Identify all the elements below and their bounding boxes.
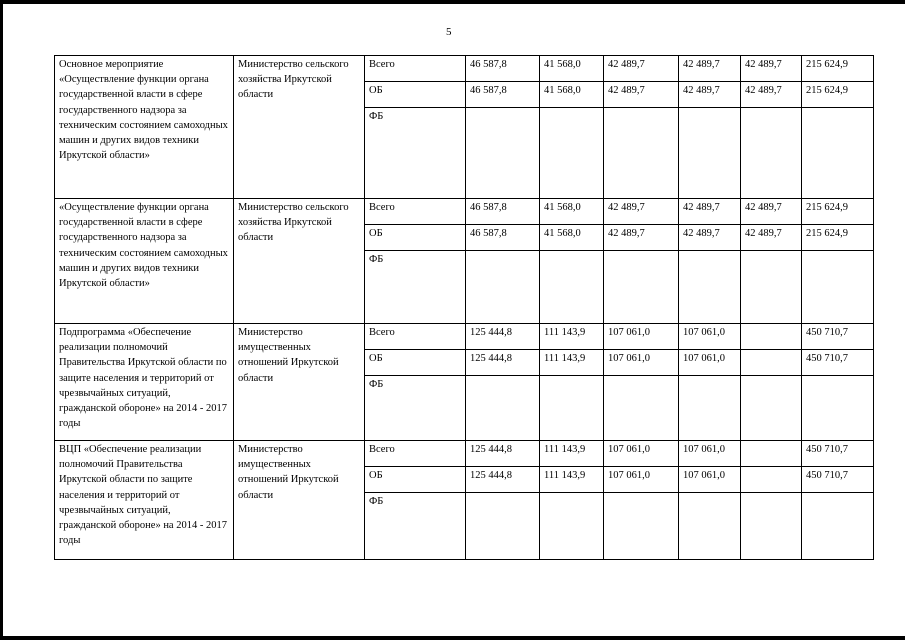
value-cell (604, 493, 679, 560)
value-cell (679, 251, 741, 324)
scan-border-top (0, 0, 905, 4)
value-cell (741, 376, 802, 441)
value-cell: 41 568,0 (540, 82, 604, 108)
value-cell: 107 061,0 (679, 350, 741, 376)
total-cell: 215 624,9 (802, 82, 874, 108)
value-cell: 41 568,0 (540, 199, 604, 225)
value-cell: 42 489,7 (679, 82, 741, 108)
program-description: «Осуществление функции органа государственной власти в сфере государственного надзора за техническим состоянием самоходных машин и других видов техники Иркутской области» (55, 199, 234, 324)
total-cell: 450 710,7 (802, 467, 874, 493)
value-cell: 42 489,7 (679, 199, 741, 225)
value-cell: 42 489,7 (604, 56, 679, 82)
value-cell (679, 493, 741, 560)
value-cell: 42 489,7 (679, 56, 741, 82)
value-cell: 42 489,7 (604, 225, 679, 251)
value-cell: 42 489,7 (604, 82, 679, 108)
total-cell: 215 624,9 (802, 199, 874, 225)
value-cell (540, 493, 604, 560)
value-cell (466, 376, 540, 441)
responsible-executor: Министерство имущественных отношений Иркутской области (234, 324, 365, 441)
value-cell: 107 061,0 (604, 441, 679, 467)
budget-table (54, 55, 874, 560)
program-description: Основное мероприятие «Осуществление функции органа государственной власти в сфере государственного надзора за техническим состоянием самоходных машин и других видов техники Иркутской области» (55, 56, 234, 199)
value-cell: 111 143,9 (540, 324, 604, 350)
value-cell: 125 444,8 (466, 350, 540, 376)
value-cell (540, 251, 604, 324)
value-cell: 107 061,0 (679, 441, 741, 467)
scan-border-left (0, 0, 3, 640)
total-cell: 450 710,7 (802, 441, 874, 467)
total-cell (802, 251, 874, 324)
value-cell: 46 587,8 (466, 199, 540, 225)
value-cell (466, 251, 540, 324)
value-cell: 41 568,0 (540, 56, 604, 82)
value-cell: 111 143,9 (540, 441, 604, 467)
value-cell: 42 489,7 (741, 82, 802, 108)
program-description: Подпрограмма «Обеспечение реализации полномочий Правительства Иркутской области по защите населения и территорий от чрезвычайных ситуаций, гражданской обороне» на 2014 - 2017 годы (55, 324, 234, 441)
responsible-executor: Министерство сельского хозяйства Иркутской области (234, 199, 365, 324)
responsible-executor: Министерство имущественных отношений Иркутской области (234, 441, 365, 560)
value-cell: 42 489,7 (741, 199, 802, 225)
responsible-executor: Министерство сельского хозяйства Иркутской области (234, 56, 365, 199)
value-cell: 111 143,9 (540, 350, 604, 376)
row-label-ob: ОБ (365, 225, 466, 251)
total-cell: 450 710,7 (802, 350, 874, 376)
row-label-ob: ОБ (365, 82, 466, 108)
value-cell: 42 489,7 (679, 225, 741, 251)
value-cell (741, 350, 802, 376)
value-cell: 41 568,0 (540, 225, 604, 251)
value-cell: 107 061,0 (604, 324, 679, 350)
row-label-total: Всего (365, 324, 466, 350)
program-description: ВЦП «Обеспечение реализации полномочий Правительства Иркутской области по защите населения и территорий от чрезвычайных ситуаций, гражданской обороне» на 2014 - 2017 годы (55, 441, 234, 560)
row-label-fb: ФБ (365, 251, 466, 324)
value-cell: 46 587,8 (466, 225, 540, 251)
value-cell (679, 376, 741, 441)
value-cell (679, 108, 741, 199)
total-cell: 450 710,7 (802, 324, 874, 350)
page-number: 5 (446, 26, 452, 38)
value-cell (604, 108, 679, 199)
total-cell (802, 108, 874, 199)
value-cell: 107 061,0 (679, 467, 741, 493)
row-label-ob: ОБ (365, 467, 466, 493)
value-cell (741, 493, 802, 560)
table-row (55, 441, 874, 467)
value-cell (741, 108, 802, 199)
value-cell: 125 444,8 (466, 441, 540, 467)
scan-border-bottom (0, 636, 905, 640)
total-cell: 215 624,9 (802, 56, 874, 82)
value-cell: 107 061,0 (604, 467, 679, 493)
value-cell (540, 108, 604, 199)
row-label-fb: ФБ (365, 108, 466, 199)
value-cell: 107 061,0 (679, 324, 741, 350)
row-label-ob: ОБ (365, 350, 466, 376)
total-cell: 215 624,9 (802, 225, 874, 251)
table-row (55, 56, 874, 82)
value-cell (466, 108, 540, 199)
value-cell: 46 587,8 (466, 56, 540, 82)
value-cell (741, 324, 802, 350)
value-cell (604, 376, 679, 441)
row-label-total: Всего (365, 56, 466, 82)
value-cell (466, 493, 540, 560)
row-label-total: Всего (365, 441, 466, 467)
total-cell (802, 376, 874, 441)
value-cell: 42 489,7 (604, 199, 679, 225)
value-cell: 107 061,0 (604, 350, 679, 376)
value-cell: 111 143,9 (540, 467, 604, 493)
value-cell (540, 376, 604, 441)
value-cell (604, 251, 679, 324)
table-row (55, 199, 874, 225)
value-cell: 46 587,8 (466, 82, 540, 108)
value-cell: 42 489,7 (741, 225, 802, 251)
value-cell (741, 441, 802, 467)
value-cell: 42 489,7 (741, 56, 802, 82)
value-cell (741, 467, 802, 493)
value-cell (741, 251, 802, 324)
row-label-fb: ФБ (365, 493, 466, 560)
value-cell: 125 444,8 (466, 324, 540, 350)
total-cell (802, 493, 874, 560)
value-cell: 125 444,8 (466, 467, 540, 493)
table-row (55, 324, 874, 350)
row-label-fb: ФБ (365, 376, 466, 441)
row-label-total: Всего (365, 199, 466, 225)
